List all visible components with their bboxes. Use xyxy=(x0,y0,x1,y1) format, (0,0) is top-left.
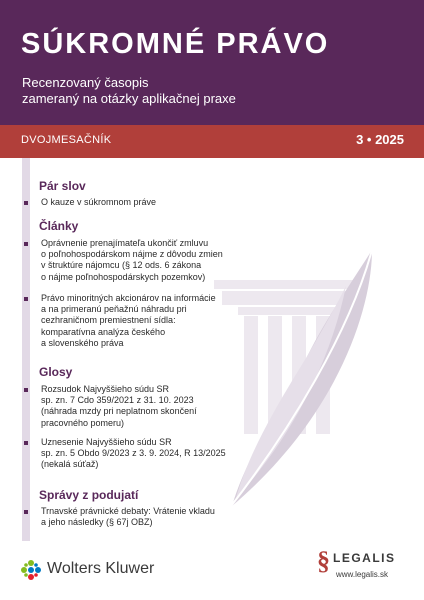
section-heading: Články xyxy=(39,219,79,233)
section-heading: Pár slov xyxy=(39,179,86,193)
toc-item-line: cezhraničnom premiestnení sídla: xyxy=(41,315,176,326)
toc-item-line: v štruktúre nájomcu (§ 12 ods. 6 zákona xyxy=(41,260,202,271)
toc-item-line: Právo minoritných akcionárov na informácie xyxy=(41,293,216,303)
frequency-label: DVOJMESAČNÍK xyxy=(21,134,112,146)
legalis-logo-icon xyxy=(317,547,331,577)
toc-item-line: a jeho následky (§ 67j OBZ) xyxy=(41,517,153,528)
toc-item-line: (nekalá súťaž) xyxy=(41,459,99,470)
toc-item-line: Trnavské právnické debaty: Vrátenie vkladu xyxy=(41,506,215,516)
toc-item-line: (náhrada mzdy pri neplatnom skončení xyxy=(41,406,197,417)
wolters-kluwer-logo-icon xyxy=(20,559,42,581)
toc-item-line: O kauze v súkromnom práve xyxy=(41,197,157,207)
publisher-name: Wolters Kluwer xyxy=(47,560,155,577)
issue-number: 3 • 2025 xyxy=(356,132,404,147)
journal-subtitle xyxy=(22,75,236,107)
quill-pillar-illustration xyxy=(0,158,424,541)
bullet-square-icon xyxy=(24,297,28,301)
toc-item-line: a na primeranú peňažnú náhradu pri xyxy=(41,304,187,315)
journal-title: SÚKROMNÉ PRÁVO xyxy=(21,28,330,60)
section-heading: Glosy xyxy=(39,365,73,379)
svg-text:§: § xyxy=(317,547,330,575)
toc-item-line: komparatívna analýza českého xyxy=(41,326,166,337)
bullet-square-icon xyxy=(24,510,28,514)
toc-item-line: o poľnohospodárskom nájme z dôvodu zmien xyxy=(41,249,223,260)
legalis-brand: LEGALIS xyxy=(333,551,396,565)
bullet-square-icon xyxy=(24,388,28,392)
subtitle-line: Recenzovaný časopis xyxy=(22,75,149,90)
toc-item-line: Oprávnenie prenajímateľa ukončiť zmluvu xyxy=(41,238,209,248)
toc-item-line: Uznesenie Najvyššieho súdu SR xyxy=(41,437,172,447)
toc-item-line: sp. zn. 7 Cdo 359/2021 z 31. 10. 2023 xyxy=(41,395,194,406)
toc-item-line: a slovenského práva xyxy=(41,337,124,348)
toc-item-line: Rozsudok Najvyššieho súdu SR xyxy=(41,384,170,394)
toc-item-line: pracovného pomeru) xyxy=(41,417,125,428)
bullet-square-icon xyxy=(24,441,28,445)
legalis-url: www.legalis.sk xyxy=(336,570,389,579)
subtitle-line: zameraný na otázky aplikačnej praxe xyxy=(22,91,236,106)
toc-item-line: sp. zn. 5 Obdo 9/2023 z 3. 9. 2024, R 13/2025 xyxy=(41,448,226,459)
toc-item-line: o nájme poľnohospodárskych pozemkov) xyxy=(41,271,206,282)
section-heading: Správy z podujatí xyxy=(39,488,139,502)
bullet-square-icon xyxy=(24,242,28,246)
bullet-square-icon xyxy=(24,201,28,205)
